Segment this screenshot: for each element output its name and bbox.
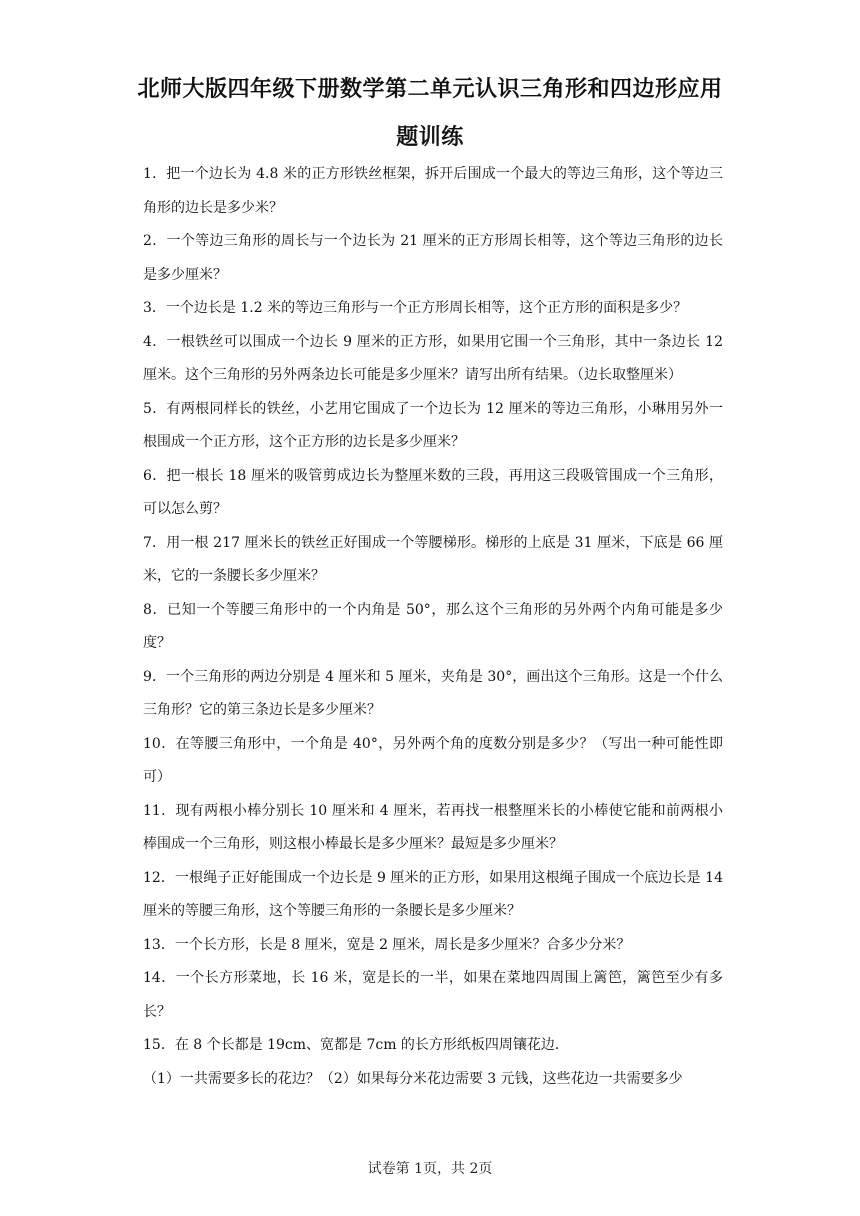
- question-1: 1．把一个边长为 4.8 米的正方形铁丝框架，拆开后围成一个最大的等边三角形，这个等边三角形的边长是多少米？: [143, 166, 723, 216]
- document-title-line1: 北师大版四年级下册数学第二单元认识三角形和四边形应用: [137, 77, 723, 102]
- question-14: 14．一个长方形菜地，长 16 米，宽是长的一半，如果在菜地四周围上篱笆，篱笆至少有多长？: [143, 970, 723, 1020]
- question-11: 11．现有两根小棒分别长 10 厘米和 4 厘米，若再找一根整厘米长的小棒使它能和前两根小棒围成一个三角形，则这根小棒最长是多少厘米？最短是多少厘米？: [143, 802, 723, 852]
- question-9: 9．一个三角形的两边分别是 4 厘米和 5 厘米，夹角是 30°，画出这个三角形。这是一个什么三角形？它的第三条边长是多少厘米？: [143, 668, 723, 718]
- question-6: 6．把一根长 18 厘米的吸管剪成边长为整厘米数的三段，再用这三段吸管围成一个三角形，可以怎么剪？: [143, 467, 723, 517]
- question-15-subparts: （1）一共需要多长的花边？（2）如果每分米花边需要 3 元钱，这些花边一共需要多少: [143, 1070, 683, 1087]
- question-13: 13．一个长方形，长是 8 厘米，宽是 2 厘米，周长是多少厘米？合多少分米？: [143, 936, 631, 953]
- question-7: 7．用一根 217 厘米长的铁丝正好围成一个等腰梯形。梯形的上底是 31 厘米，下底是 66 厘米，它的一条腰长多少厘米？: [143, 534, 723, 584]
- document-title-line2: 题训练: [396, 125, 464, 150]
- question-12: 12．一根绳子正好能围成一个边长是 9 厘米的正方形，如果用这根绳子围成一个底边长是 14 厘米的等腰三角形，这个等腰三角形的一条腰长是多少厘米？: [143, 869, 723, 919]
- question-4: 4．一根铁丝可以围成一个边长 9 厘米的正方形，如果用它围一个三角形，其中一条边长 12 厘米。这个三角形的另外两条边长可能是多少厘米？请写出所有结果。（边长取整厘米）: [143, 333, 723, 383]
- question-list: [143, 158, 723, 1096]
- question-5: 5．有两根同样长的铁丝，小艺用它围成了一个边长为 12 厘米的等边三角形，小琳用另外一根围成一个正方形，这个正方形的边长是多少厘米？: [143, 400, 723, 450]
- question-10: 10．在等腰三角形中，一个角是 40°，另外两个角的度数分别是多少？（写出一种可能性即可）: [143, 735, 723, 785]
- question-8: 8．已知一个等腰三角形中的一个内角是 50°，那么这个三角形的另外两个内角可能是多少度？: [143, 601, 723, 651]
- page-footer: 试卷第 1页，共 2页: [367, 1161, 493, 1177]
- question-15: 15．在 8 个长都是 19cm、宽都是 7cm 的长方形纸板四周镶花边．: [143, 1037, 569, 1053]
- question-2: 2．一个等边三角形的周长与一个边长为 21 厘米的正方形周长相等，这个等边三角形的边长是多少厘米？: [143, 233, 723, 283]
- question-3: 3．一个边长是 1.2 米的等边三角形与一个正方形周长相等，这个正方形的面积是多少？: [143, 300, 688, 316]
